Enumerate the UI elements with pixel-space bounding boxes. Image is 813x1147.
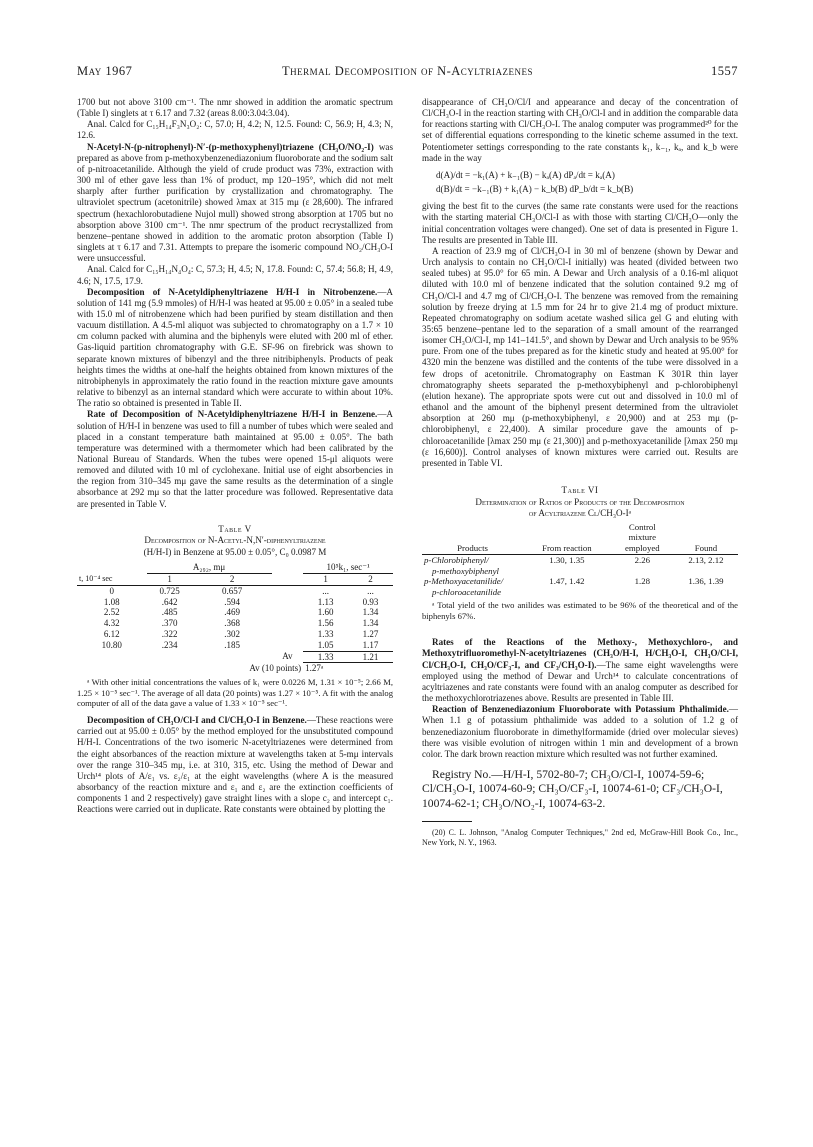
table-row	[422, 566, 738, 577]
paragraph-heading: Decomposition of CH₃O/Cl-I and Cl/CH₃O-I in Benzene.	[87, 715, 307, 726]
table-cell: 1.28	[634, 576, 651, 587]
table-cell: 0.93	[362, 596, 379, 607]
table-cell: 2.26	[634, 554, 651, 565]
table-cell: .469	[224, 607, 240, 618]
table-cell: 2.13, 2.12	[688, 554, 724, 565]
table-cell: 1.56	[317, 618, 334, 629]
header-date: May 1967	[77, 64, 133, 78]
table-row	[77, 640, 393, 651]
table-label: Table V	[218, 523, 252, 534]
table-cell: 1.33	[317, 629, 334, 640]
table-col-header: Products	[422, 543, 523, 554]
right-column	[422, 97, 738, 848]
footnote-divider	[422, 821, 472, 822]
paragraph	[422, 704, 738, 760]
equation: d(B)/dt = −k₋₁(B) + k₁(A) − k_b(B) dP_b/dt = k_b(B)	[436, 184, 634, 195]
table-cell: ...	[367, 585, 374, 596]
table-row	[77, 618, 393, 629]
analysis-paragraph: Anal. Calcd for C₁₅H₁₄N₄O₄: C, 57.3; H, 4.5; N, 17.8. Found: C, 57.4; 56.8; H, 4.9, 4.6; N, 17.5, 17.9.	[77, 264, 393, 286]
running-header	[77, 64, 738, 80]
paragraph	[77, 715, 393, 815]
table-cell: 1.47, 1.42	[549, 576, 585, 587]
paragraph: giving the best fit to the curves (the same rate constants were used for the reactions with the starting material CH₃O/Cl-I as with those with starting Cl/CH₃O—only the initial concentration voltages were changed). One set of data is presented in Figure 1. The results are presented in Table III.	[422, 201, 738, 245]
table-cell: .485	[161, 607, 178, 618]
table-cell: .322	[161, 629, 178, 640]
table-row	[77, 629, 393, 640]
table-v	[77, 562, 393, 674]
table-cell: 1.33	[303, 651, 348, 663]
table-cell: p-chloroacetanilide	[432, 587, 502, 598]
table-cell: 0.725	[159, 585, 180, 596]
paragraph	[77, 287, 393, 410]
table-cell: 2.52	[103, 607, 120, 618]
header-title: Thermal Decomposition of N-Acyltriazenes	[282, 64, 533, 78]
table-col-header: 2	[193, 574, 272, 586]
table-group-header: 10⁵k₁, sec⁻¹	[303, 562, 393, 573]
table-col-header: employed	[611, 543, 674, 554]
table-cell: 1.27	[362, 629, 379, 640]
table-cell: .594	[224, 596, 240, 607]
table-row	[77, 597, 393, 608]
table-cell: 1.17	[348, 640, 393, 651]
table-cell: .368	[224, 618, 240, 629]
table-col-header: 1	[147, 574, 193, 586]
table-cell: Av (10 points)	[249, 662, 302, 673]
table-cell: 1.36, 1.39	[688, 576, 724, 587]
table-cell: ...	[322, 585, 329, 596]
table-cell: 10.80	[101, 639, 122, 650]
table-cell: .302	[224, 629, 240, 640]
table-col-header: t, 10⁻⁴ sec	[77, 574, 147, 586]
table-row	[77, 585, 393, 596]
table-cell: .185	[224, 639, 240, 650]
reference: (20) C. L. Johnson, "Analog Computer Techniques," 2nd ed, McGraw-Hill Book Co., Inc., New York, N. Y., 1963.	[422, 828, 738, 848]
table-col-header: 1	[303, 574, 348, 586]
paragraph-body: —These reactions were carried out at 95.00 ± 0.05° by the method employed for the unsubstituted compound H/H-I. Concentrations of the two isomeric N-acetyltriazenes were determined from the eight absorbances of the reaction mixture at wavelengths taken at 5-mμ intervals over the range 310–345 mμ, i.e. at 310, 315, etc. Using the method of Dewar and Urch¹⁴ plots of A/ε₁ vs. ε₂/ε₁ at the eight wavelengths (where A is the measured absorbancy of the reaction mixture and ε₁ and ε₂ are the extinction coefficients of components 1 and 2 respectively) gave straight lines with a slope c₂ and intercept c₁. Reactions were carried out in duplicate. Rate constants were obtained by plotting the	[77, 715, 393, 815]
table-cell: .234	[161, 639, 178, 650]
table-cell: 1.21	[348, 651, 393, 663]
table-col-header: Control	[628, 521, 656, 532]
paragraph-body: —The same eight wavelengths were employed using the method of Dewar and Urch¹⁴ to calculate concentrations of acyltriazenes and rate constants were found with an analog computer as described for the methoxychlorotriazenes above. Results are presented in Table III.	[422, 659, 738, 704]
table-footnote: ᵃ With other initial concentrations the values of k₁ were 0.0226 M, 1.31 × 10⁻⁵; 2.66 M, 1.25 × 10⁻⁵ sec⁻¹. The average of all data (20 points) was 1.27 × 10⁻⁵. A fit with the analog computer of all of the data gave a value of 1.33 × 10⁻⁵ sec⁻¹.	[77, 677, 393, 709]
paragraph	[422, 637, 738, 704]
table-group-header: A₂₉₂, mμ	[147, 562, 272, 573]
table-cell: 1.60	[317, 607, 334, 618]
table-row	[77, 607, 393, 618]
page-number: 1557	[711, 64, 738, 78]
table-vi-caption	[422, 485, 738, 520]
paragraph-heading: N-Acetyl-N-(p-nitrophenyl)-N′-(p-methoxyphenyl)triazene (CH₃O/NO₂-I)	[87, 141, 374, 152]
paragraph-heading: Reaction of Benzenediazonium Fluoroborate with Potassium Phthalimide.	[432, 704, 729, 715]
table-row	[422, 587, 738, 598]
paragraph-heading: Decomposition of N-Acetyldiphenyltriazene H/H-I in Nitrobenzene.	[87, 286, 378, 297]
table-v-caption	[77, 524, 393, 559]
table-cell: 1.30, 1.35	[549, 554, 585, 565]
table-row	[422, 576, 738, 587]
registry-numbers: Registry No.—H/H-I, 5702-80-7; CH₃O/Cl-I, 10074-59-6; Cl/CH₃O-I, 10074-60-9; CH₃O/CF₃-I, 10074-61-0; CF₃/CH₃O-I, 10074-62-1; CH₃O/NO₂-I, 10074-63-2.	[422, 767, 723, 810]
table-label: Table VI	[561, 485, 599, 495]
table-cell: 1.27ᵃ	[305, 663, 324, 674]
table-cell: Av	[282, 651, 293, 662]
paragraph-body: —When 1.1 g of potassium phthalimide was added to a solution of 1.2 g of benzenediazonium fluoroborate in dimethylformamide (dried over molecular sieves) there was visible evolution of nitrogen within 1 min and development of a brown color. The dark brown reaction mixture which resulted was not further examined.	[422, 704, 738, 759]
paragraph: A reaction of 23.9 mg of Cl/CH₃O-I in 30 ml of benzene (shown by Dewar and Urch analysis to contain no CH₃O/Cl-I initially) was heated (divided between two sealed tubes) at 95.0° for 65 min. A Dewar and Urch analysis of a 0.16-ml aliquot diluted with 10.0 ml of benzene indicated that the solution contained 9.2 mg of CH₃O/Cl-I and 4.7 mg of Cl/CH₃O-I. The benzene was removed from the remaining solution by freeze drying at 1.5 mm for 24 hr to give 21.4 mg of product mixture. Repeated chromatography on sodium acetate washed silica gel G and eluting with 35:65 benzene–pentane led to the separation of a small amount of the rearranged isomer CH₃O/Cl-I, mp 141–141.5°, and shown by Dewar and Urch analysis to be 95% pure. From one of the tubes prepared as for the kinetic study and heated at 95.00° for 4320 min the benzene was distilled and the contents of the tube were dissolved in a few drops of acetonitrile. Chromatography on Eastman K 301R thin layer chromatography sheets separated the p-methoxybiphenyl and p-chlorobiphenyl (elution hexane). The appropriate spots were cut out and dissolved in 10.0 ml of ethanol and the amount of the biphenyl present determined from the ultraviolet absorption at 260 mμ (p-methoxybiphenyl, ε 20,900) and at 253 mμ (p-chlorobiphenyl, ε 22,400). A similar procedure gave the amounts of p-chloroacetanilide [λmax 250 mμ (ε 21,300)] and p-methoxyacetanilide [λmax 250 mμ (ε 16,600)]. Control analyses of known mixtures were carried out. Results are presented in Table VI.	[422, 245, 738, 468]
paragraph-heading: Rate of Decomposition of N-Acetyldiphenyltriazene H/H-I in Benzene.	[87, 409, 378, 420]
equation: d(A)/dt = −k₁(A) + k₋₁(B) − kₐ(A) dPₐ/dt = kₐ(A)	[436, 169, 615, 180]
table-avg-row	[77, 663, 393, 674]
paragraph-body: —A solution of 141 mg (5.9 mmoles) of H/H-I was heated at 95.00 ± 0.05° in a sealed tube with 15.0 ml of nitrobenzene which had been purified by steam distillation and then vacuum distillation. A 4.5-ml aliquot was subjected to chromatography on a 1.7 × 10 cm column packed with alumina and the biphenyls were eluted with 200 ml of ether. Gas-liquid partition chromatography with G.E. SF-96 on firebrick was shown to separate known mixtures of bibenzyl and the three nitribiphenyls. Products of peak heights times the widths at one-half the heights obtained from known mixtures of the nitrobiphenyls in approximately the ratio found in the reaction mixture gave amounts relative to bibenzyl as an internal standard which were accurate to within about 10%. The ratio so obtained is presented in Table II.	[77, 286, 393, 409]
left-column	[77, 97, 393, 815]
table-cell: 4.32	[103, 618, 120, 629]
table-cell: 0.657	[221, 585, 243, 596]
table-col-header: 2	[348, 574, 393, 586]
table-cell: .370	[161, 618, 178, 629]
table-avg-row	[77, 651, 393, 663]
table-title: of Acyltriazene Cl/CH₃O-Iᵃ	[528, 508, 632, 518]
table-title: Decomposition of N-Acetyl-N,N′-diphenyltriazene	[144, 535, 326, 546]
paragraph: disappearance of CH₃O/Cl/I and appearance and decay of the concentration of Cl/CH₃O-I in the reaction starting with CH₃O/Cl-I and in addition the comparable data for reactions starting with Cl/CH₃O-I. The analog computer was programmed²⁰ for the set of differential equations corresponding to the kinetic scheme assumed in the text. Potentiometer settings corresponding to the rate constants k₁, k₋₁, kₐ, and k_b were made in the way	[422, 97, 738, 163]
table-cell: p-Methoxyacetanilide/	[424, 576, 504, 587]
table-col-header: Found	[674, 543, 738, 554]
table-vi	[422, 522, 738, 599]
table-cell: .642	[161, 596, 178, 607]
paragraph	[77, 142, 393, 265]
table-cell: 0	[109, 585, 114, 596]
table-cell: 6.12	[103, 629, 120, 640]
table-row	[422, 554, 738, 565]
paragraph-body: was prepared as above from p-methoxybenzenediazonium fluoroborate and the sodium salt of p-nitroacetanilide. Although the yield of crude product was 73%, extraction with 300 ml of ether gave less than 1% of product, mp 120–195°, which did not melt sharply after further purification by crystallization and chromatography. The ultraviolet spectrum (acetonitrile) showed λmax at 315 mμ (ε 28,600). The infrared spectrum (hexachlorobutadiene Nujol mull) showed strong absorption at 1705 but no absorption above 3100 cm⁻¹. The nmr spectrum of the product recrystallized from benzene–pentane showed in addition to the aromatic proton absorption (Table I) singlets at τ 6.17 and 7.31. Attempts to prepare the isomeric compound NO₂/CH₃O-I were unsuccessful.	[77, 141, 393, 264]
table-title: (H/H-I) in Benzene at 95.00 ± 0.05°, C₀ 0.0987 M	[143, 546, 327, 557]
table-footnote: ᵃ Total yield of the two anilides was estimated to be 96% of the theoretical and of the biphenyls 67%.	[422, 600, 738, 621]
table-cell: p-Chlorobiphenyl/	[424, 554, 489, 565]
table-cell: 1.34	[362, 607, 379, 618]
table-title: Determination of Ratios of Products of the Decomposition	[475, 496, 685, 507]
table-cell: 1.13	[317, 596, 334, 607]
paragraph: 1700 but not above 3100 cm⁻¹. The nmr showed in addition the aromatic spectrum (Table I) singlets at τ 6.17 and 7.32 (areas 8.00:3.04:3.04).	[77, 97, 393, 119]
table-cell: 1.05	[303, 640, 348, 651]
table-cell: p-methoxybiphenyl	[432, 565, 499, 576]
analysis-paragraph: Anal. Calcd for C₁₅H₁₄F₃N₃O₂: C, 57.0; H, 4.2; N, 12.5. Found: C, 56.9; H, 4.3; N, 12.6.	[77, 119, 393, 141]
table-col-header: mixture	[628, 532, 656, 543]
paragraph	[77, 409, 393, 509]
paragraph-heading: Rates of the Reactions of the Methoxy-, Methoxychloro-, and Methoxytrifluoromethyl-N-acetyltriazenes (CH₃O/H-I, H/CH₃O-I, CH₃O/Cl-I, Cl/CH₃O-I, CH₃O/CF₃-I, and CF₃/CH₃O-I).	[422, 637, 738, 670]
table-cell: 1.34	[362, 618, 379, 629]
table-cell: 1.08	[103, 596, 120, 607]
table-col-header: From reaction	[523, 543, 611, 554]
paragraph-body: —A solution of H/H-I in benzene was used to fill a number of tubes which were sealed and placed in a constant temperature bath maintained at 95.00 ± 0.05°. The bath temperature was determined with a thermometer which had been calibrated by the National Bureau of Standards. When the tubes were opened 15-μl aliquots were removed and diluted with 10 ml of cyclohexane. Initial use of eight absorbencies in the region from 310–345 mμ gave the same results as the determination of a single absorbance at 292 mμ so that the latter procedure was followed. Representative data are presented in Table V.	[77, 409, 393, 509]
